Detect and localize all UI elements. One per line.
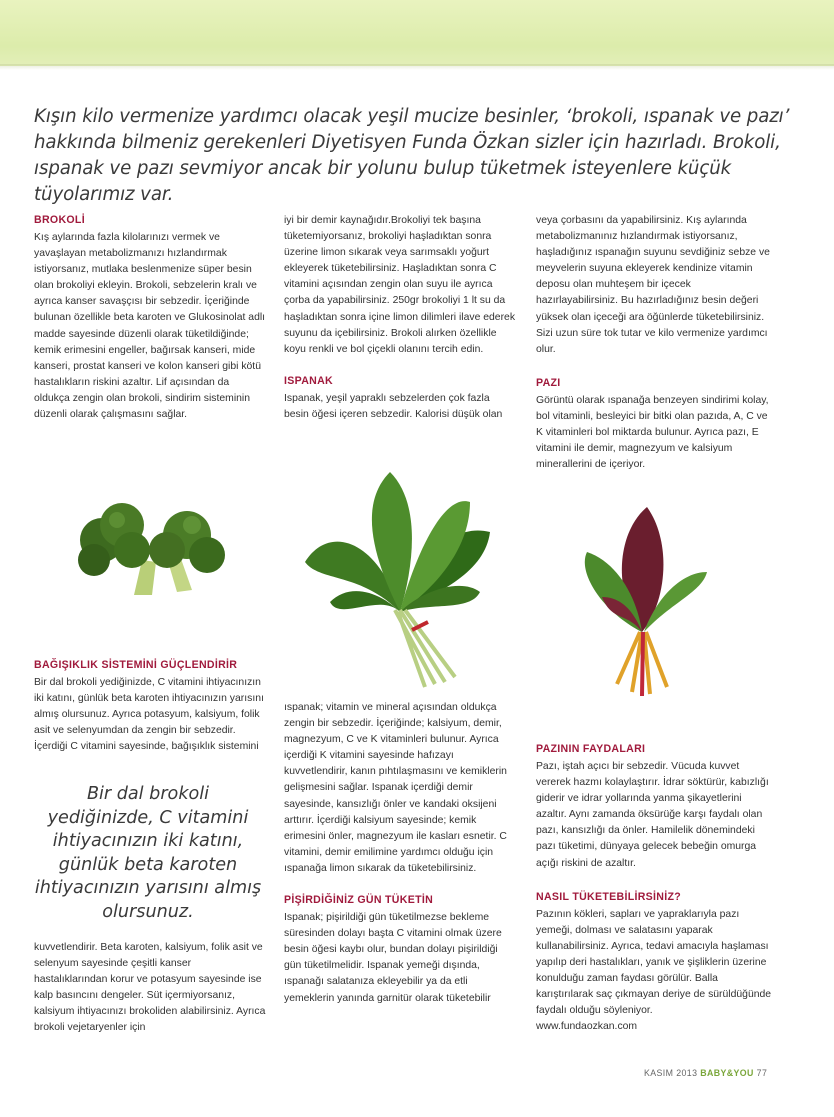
heading-bagisiklik: BAĞIŞIKLIK SİSTEMİNİ GÜÇLENDİRİR	[34, 659, 238, 671]
ispanak-text: Ispanak, yeşil yapraklı sebzelerden çok fazla besin öğesi içeren sebzedir. Kalorisi düşük olan	[284, 392, 503, 420]
chard-image	[572, 502, 712, 698]
heading-brokoli: BROKOLİ	[34, 214, 85, 226]
top-color-band	[0, 0, 834, 66]
column-brokoli	[34, 213, 266, 423]
footer-page-number: 77	[756, 1068, 768, 1078]
footer-brand: BABY&YOU	[700, 1068, 754, 1078]
spinach-image	[300, 462, 506, 694]
ispanak-continued-text: veya çorbasını da yapabilirsiniz. Kış aylarında metabolizmanınız hızlandırmak istiyorsanız, haşladığınız ıspanağın suyunu sevdiğiniz sebze ve meyvelerin suyuna ekleyerek kendinize vitamin deposu olan muhteşem bir içecek hazırlayabilirsiniz. Bu hazırladığınız besin değeri yüksek olan içeceği ara öğünlerde tüketebilirsiniz. Sizi uzun süre tok tutar ve kilo vermenize yardımcı olur.	[536, 215, 770, 355]
column-bagisiklik-cont	[34, 940, 266, 1037]
column-bagisiklik	[34, 658, 266, 755]
heading-pazi: PAZI	[536, 376, 561, 389]
ispanak-text-2: ıspanak; vitamin ve mineral açısından oldukça zengin bir sebzedir. İçeriğinde; kalsiyum, demir, magnezyum, C ve K vitaminleri bulunur. Ayrıca içerdiği K vitamini sayesinde hafızayı kuvvetlendirir, kanın pıhtılaşmasını ve kemiklerin gelişmesini sağlar. Ispanak içerdiği demir sayesinde, kansızlığı önler ve kandaki oksijeni arttırır. İçerdiği kalsiyum sayesinde; kemik erimesini önler, magnezyum ile kasları esnetir. C vitamini, demir emilimine yardımcı olduğu için ıspanağa limon sıkarak da tüketebilirsiniz.	[284, 702, 507, 874]
column-3-bottom	[536, 742, 772, 1035]
faydalar-text: Pazı, iştah açıcı bir sebzedir. Vücuda kuvvet vererek hazmı kolaylaştırır. İdrar söktürür, kabızlığı giderir ve idrar yollarında yanma şikayetlerini azaltır. Aynı zamanda öksürüğe karşı faydalı olan pazı, kansızlığı da önler. Hamilelik dönemindeki pazı tüketimi, dünyaya gelecek bebeğin omurga açığı riskini de azaltır.	[536, 761, 769, 869]
heading-nasil: NASIL TÜKETEBİLİRSİNİZ?	[536, 890, 682, 903]
brokoli-continued-text: iyi bir demir kaynağıdır.Brokoliyi tek başına tüketemiyorsanız, brokoliyi haşladıktan sonra üzerine limon sıkarak veya sarımsaklı yoğurt ekleyerek tüketebilirsiniz. Haşladıktan sonra C vitamini açısından zengin olan suyu ile ayrıca çorba da yapabilirsiniz. 250gr brokoliyi 1 lt su da haşladıktan sonra içine limon dilimleri ilave ederek suyunu da içebilirsiniz. Brokoli alırken özellikle koyu renkli ve bol çiçekli olanını tercih edin.	[284, 215, 516, 355]
heading-ispanak: ISPANAK	[284, 374, 333, 387]
pull-quote: Bir dal brokoli yediğinizde, C vitamini ihtiyacınızın iki katını, günlük beta karoten ihtiyacınızın yarısını almış olursunuz.	[34, 784, 262, 922]
bagisiklik-text-2: kuvvetlendirir. Beta karoten, kalsiyum, folik asit ve selenyum sayesinde çeşitli kanser hastalıklarından korur ve potasyum sayesinde ise kalp basıncını dengeler. Süt içermiyorsanız, kalsiyum ihtiyacınızı brokoliden alabilirsiniz. Ayrıca brokoli vejetaryenler için	[34, 942, 266, 1034]
heading-pisirdiginiz: PİŞİRDİĞİNİZ GÜN TÜKETİN	[284, 894, 434, 907]
brokoli-text: Kış aylarında fazla kilolarınızı vermek ve yavaşlayan metabolizmanızı hızlandırmak istiyorsanız, mutlaka beslenmenize süper besin olan brokoliyi ekleyin. Brokoli, sebzelerin kralı ve ayrıca kanser savaşçısı bir sebzedir. İçeriğinde bulunan özellikle beta karoten ve Glukosinolat adlı madde sayesinde düzenli olarak tüketildiğinde; kemik erimesini engeller, bağırsak kanseri, mide kanseri, prostat kanseri ve kolon kanseri gibi kötü hastalıkların riskini azaltır. Lif açısından da oldukça zengin olan brokoli, sindirim sisteminin düzenli olarak çalışmasını sağlar.	[34, 232, 266, 421]
heading-faydalar: PAZININ FAYDALARI	[536, 743, 646, 755]
footer-issue: KASIM 2013	[644, 1068, 698, 1078]
column-2-top	[284, 213, 516, 423]
pazi-text: Görüntü olarak ıspanağa benzeyen sindirimi kolay, bol vitaminli, besleyici bir bitki olan pazıda, A, C ve K vitaminleri bol miktarda bulunur. Ayrıca pazı, E vitamini ile demir, magnezyum ve kalsiyum minerallerini de içeriyor.	[536, 394, 769, 471]
pisirdiginiz-text: Ispanak; pişirildiği gün tüketilmezse bekleme süresinden dolayı başta C vitamini olmak üzere besin öğesi kaybı olur, bundan dolayı pişirildiği gün tüketilmelidir. Ispanak yemeği dışında, ıspanağı salatanıza ekleyebilir ya da etli yemeklerin yanında garnitür olarak tüketebilir	[284, 912, 502, 1004]
website-link[interactable]: www.fundaozkan.com	[536, 1021, 638, 1033]
nasil-text: Pazının kökleri, sapları ve yapraklarıyla pazı yemeği, dolması ve salatasını yaparak kullanabilirsiniz. Ayrıca, tedavi amacıyla haşlaması yapılıp deri hastalıkları, yanık ve şişliklerin üzerine konulduğu zaman faydası görülür. Balla karıştırılarak saç çıkmayan deriye de sürüldüğünde faydalı olduğu söyleniyor.	[536, 908, 772, 1017]
page-footer	[644, 1068, 767, 1078]
column-3-top	[536, 213, 772, 473]
top-band-shadow	[0, 64, 834, 70]
broccoli-image	[72, 500, 232, 600]
intro-text: Kışın kilo vermenize yardımcı olacak yeşil mucize besinler, ‘brokoli, ıspanak ve pazı’ hakkında bilmeniz gerekenleri Diyetisyen Funda Özkan sizler için hazırladı. Brokoli, ıspanak ve pazı sevmiyor ancak bir yolunu bulup tüketmek isteyenlere küçük tüyolarımız var.	[34, 106, 790, 205]
bagisiklik-text: Bir dal brokoli yediğinizde, C vitamini ihtiyacınızın iki katını, günlük beta karoten ihtiyacınızın yarısını almış olursunuz. Ayrıca potasyum, kalsiyum, folik asit ve selenyumdan da zengin bir sebzedir. İçerdiği C vitamini sayesinde, bağışıklık sistemini	[34, 677, 264, 753]
column-2-bottom	[284, 700, 516, 1007]
